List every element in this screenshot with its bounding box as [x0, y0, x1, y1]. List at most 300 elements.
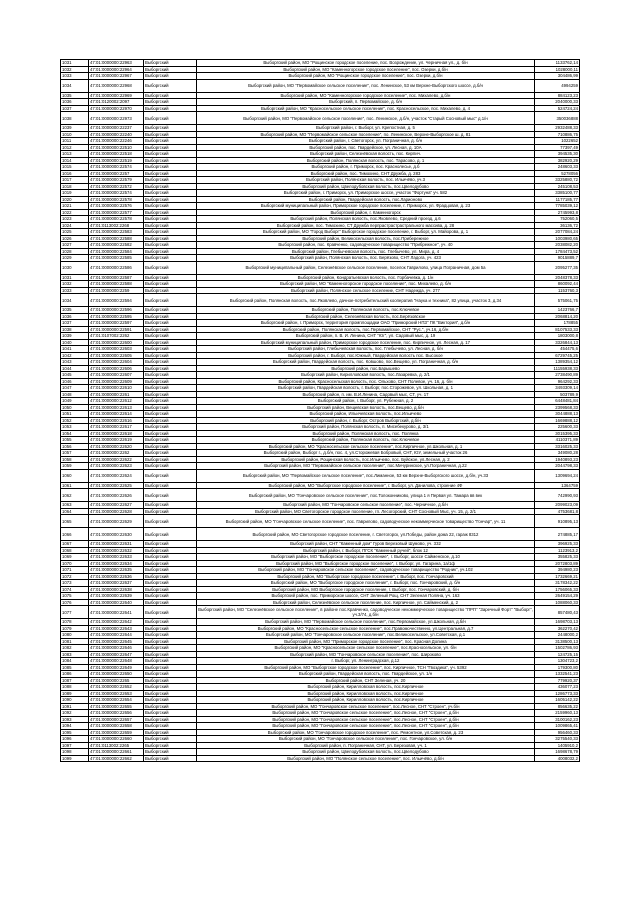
cadastral-number-cell: 47:01:0000000:22660 [89, 736, 144, 743]
address-cell: Выборгский район, МО Светогорское городское поселение, гп. Лесогорский, СНТ Сосновый Мыс, уч. 15, д. 2/1 [197, 508, 535, 515]
row-number-cell: 1092 [61, 710, 89, 717]
district-cell: Выборгский [144, 411, 197, 418]
address-cell: Выборгский район, СНТ Зеленая, уч. 20 [197, 677, 535, 684]
table-row [61, 79, 580, 92]
cadastral-number-cell: 47:01:0000000:22587 [89, 274, 144, 281]
district-cell: Выборгский [144, 112, 197, 125]
row-number-cell: 1012 [61, 144, 89, 151]
district-cell: Выборгский [144, 573, 197, 580]
cadastral-number-cell: 47:01:0000000:22583 [89, 229, 144, 236]
district-cell: Выборгский [144, 346, 197, 353]
row-number-cell: 1062 [61, 489, 89, 502]
row-number-cell: 1028 [61, 248, 89, 255]
value-cell: 248603,33 [535, 164, 580, 171]
cadastral-number-cell: 47:01:0000000:22591 [89, 326, 144, 333]
address-cell: Выборгский район, Селезнёвское сельское поселение, пос. Кирпичное, ул. Сайменский, д. 2 [197, 599, 535, 606]
district-cell: Выборгский [144, 216, 197, 223]
address-cell: Выборгский район, Полянское сельское поселение, СНТ Надежда, уч. 277 [197, 287, 535, 294]
address-cell: Выборгский район, Гвардейская волость, пос. Ковшово, пос.Вещево, ул. Пограничная, д. б/н [197, 359, 535, 366]
value-cell: 3275540,33 [535, 736, 580, 743]
address-cell: Выборгский район, г. Приморск, территория промплощадки ОАО "Приморский НПЗ" ПК "Виктория", д.б/н [197, 320, 535, 327]
row-number-cell: 1051 [61, 411, 89, 418]
value-cell: 1332541,23 [535, 671, 580, 678]
value-cell: 1304723,2 [535, 658, 580, 665]
address-cell: Выборгский район, Красносельская волость, пос. Ольхово, СНТ Полевое, уч. 16, д. б/н [197, 378, 535, 385]
district-cell: Выборгский [144, 502, 197, 509]
address-cell: Выборгский район, МО "Первомайское сельское поселение", пос.Мичуринское, ул.Пограничная, д.22 [197, 463, 535, 470]
value-cell: 396925,33 [535, 541, 580, 548]
row-number-cell: 1069 [61, 554, 89, 561]
table-row [61, 261, 580, 274]
address-cell: Выборгский район, МО "Первомайское сельское поселение", пос. Ленинское, д.б/н, участок "Старый Сосновый мыс" д.1/н [197, 112, 535, 125]
address-cell: Выборгский район, Полянская волость, пос. Ильичёво, уч.3 [197, 177, 535, 184]
district-cell: Выборгский [144, 710, 197, 717]
district-cell: Выборгский [144, 443, 197, 450]
district-cell: Выборгский [144, 209, 197, 216]
cadastral-number-cell: 47:01:0000000:22594 [89, 294, 144, 307]
district-cell: Выборгский [144, 489, 197, 502]
value-cell: 884123,23 [535, 92, 580, 99]
district-cell: Выборгский [144, 541, 197, 548]
row-number-cell: 1019 [61, 190, 89, 197]
row-number-cell: 1040 [61, 339, 89, 346]
row-number-cell: 1011 [61, 138, 89, 145]
value-cell: 454475,6 [535, 346, 580, 353]
row-number-cell: 1036 [61, 313, 89, 320]
row-number-cell: 1018 [61, 183, 89, 190]
value-cell: 856635,22 [535, 703, 580, 710]
address-cell: Выборгский район, Вещевская волость, пос.Вещево, д.б/н [197, 404, 535, 411]
cadastral-number-cell: 47:01:0000000:22609 [89, 378, 144, 385]
value-cell: 3385100,77 [535, 190, 580, 197]
row-number-cell: 1074 [61, 586, 89, 593]
row-number-cell: 1089 [61, 690, 89, 697]
district-cell: Выборгский [144, 755, 197, 762]
address-cell: Выборгский муниципальный район, Приморское городское поселение, пос. Кирпичное, ул. Лесная, д. 17 [197, 339, 535, 346]
cadastral-number-cell: 47:01:0000000:22595 [89, 313, 144, 320]
district-cell: Выборгский [144, 307, 197, 314]
value-cell: 2095277,35 [535, 261, 580, 274]
value-cell: 956460,33 [535, 729, 580, 736]
district-cell: Выборгский [144, 203, 197, 210]
value-cell: 1405910,2 [535, 742, 580, 749]
cadastral-number-cell: 47:01:0000000:22636 [89, 573, 144, 580]
value-cell: 4110371,89 [535, 437, 580, 444]
value-cell: 7785039,12 [535, 203, 580, 210]
cadastral-number-cell: 47:01:0000000:22577 [89, 209, 144, 216]
row-number-cell: 1033 [61, 287, 89, 294]
value-cell: 3493309,14 [535, 385, 580, 392]
value-cell: 2649154,29 [535, 593, 580, 600]
value-cell: 503789,9 [535, 391, 580, 398]
district-cell: Выборгский [144, 157, 197, 164]
row-number-cell: 1081 [61, 638, 89, 645]
value-cell: 1803000,8 [535, 333, 580, 340]
value-cell: 1133762,14 [535, 60, 580, 67]
value-cell: 1009865,41 [535, 723, 580, 730]
address-cell: Выборгский муниципальный район, Селезнёвское сельское поселение, поселок Гаврилово, улица Пограничная, дом 5а [197, 261, 535, 274]
address-cell: Выборгский район, г. Выборг, ПГСК "Каменный ручей", блок 12 [197, 547, 535, 554]
address-cell: Выборгский район, г. Приморск, пос. Краснолесье, д.б [197, 164, 535, 171]
value-cell: 2038082,20 [535, 242, 580, 249]
district-cell: Выборгский [144, 365, 197, 372]
cadastral-number-cell: 47:01:0000000:22631 [89, 541, 144, 548]
district-cell: Выборгский [144, 424, 197, 431]
district-cell: Выборгский [144, 599, 197, 606]
cadastral-number-cell: 47:01:0000000:22584 [89, 248, 144, 255]
cadastral-number-cell: 47:01:0000000:22973 [89, 112, 144, 125]
value-cell: 274885,17 [535, 528, 580, 541]
cadastral-number-cell: 47:01:0000000:22967 [89, 73, 144, 80]
address-cell: Выборгский район, п. Пограничная, СНТ, ул. Березовая, уч. 1 [197, 742, 535, 749]
value-cell: 1028000,11 [535, 66, 580, 73]
cadastral-number-cell: 47:01:0000000:2261 [89, 391, 144, 398]
row-number-cell: 1042 [61, 352, 89, 359]
district-cell: Выборгский [144, 560, 197, 567]
cadastral-number-cell: 47:01:0000000:2257 [89, 170, 144, 177]
row-number-cell: 1024 [61, 222, 89, 229]
row-number-cell: 1043 [61, 359, 89, 366]
cadastral-number-cell: 47:01:0000000:22622 [89, 456, 144, 463]
cadastral-number-cell: 47:01:0000000:22661 [89, 749, 144, 756]
district-cell: Выборгский [144, 677, 197, 684]
district-cell: Выборгский [144, 651, 197, 658]
district-cell: Выборгский [144, 222, 197, 229]
register-table [60, 59, 580, 762]
address-cell: Выборгский район, Глебычевская волость, пос. Глебычево, ул. Мира, д. 4 [197, 248, 535, 255]
address-cell: Выборгский район, Цвелодубовская волость, пос.Цвелодубово [197, 183, 535, 190]
cadastral-number-cell: 47:01:0000000:22246 [89, 138, 144, 145]
value-cell: 2072803,89 [535, 560, 580, 567]
address-cell: Выборгский район, Полянская волость, пос. Берёзово, СНТ Ладога, уч. 423 [197, 255, 535, 262]
row-number-cell: 1053 [61, 424, 89, 431]
district-cell: Выборгский [144, 125, 197, 132]
row-number-cell: 1029 [61, 255, 89, 262]
address-cell: Выборгский район, МО "Гончаровское сельское поселение", пос.Толоконниково, улица 1 я Первая ул. Тамара вв век [197, 489, 535, 502]
district-cell: Выборгский [144, 684, 197, 691]
row-number-cell: 1073 [61, 580, 89, 587]
value-cell: 6729745,25 [535, 352, 580, 359]
row-number-cell: 1075 [61, 593, 89, 600]
cadastral-number-cell: 47:01:0000000:22656 [89, 710, 144, 717]
cadastral-number-cell: 47:01:0120002:2097 [89, 99, 144, 106]
cadastral-number-cell: 47:01:0000000:22588 [89, 235, 144, 242]
district-cell: Выборгский [144, 105, 197, 112]
cadastral-number-cell: 47:01:0000000:22625 [89, 482, 144, 489]
value-cell: 1502786,93 [535, 645, 580, 652]
cadastral-number-cell: 47:01:0000000:22649 [89, 664, 144, 671]
address-cell: Выборгский район, МО "Полянское сельское поселение", пос. Ильичёво, д.б/н [197, 755, 535, 762]
row-number-cell: 1044 [61, 365, 89, 372]
address-cell: Выборгский район, СНТ "Каменный дом" Гуров Березовый Шумово, уч. 332 [197, 541, 535, 548]
district-cell: Выборгский [144, 723, 197, 730]
row-number-cell: 1022 [61, 209, 89, 216]
district-cell: Выборгский [144, 378, 197, 385]
cadastral-number-cell: 47:01:0000000:22605 [89, 352, 144, 359]
district-cell: Выборгский [144, 248, 197, 255]
cadastral-number-cell: 47:01:0000000:22617 [89, 424, 144, 431]
address-cell: Выборгский район, МО "Гончаровское сельское поселение", пос. Широково [197, 651, 535, 658]
address-cell: Выборгский район, г. Приморск, ул. Приморское шоссе, участок "Фортуна" уч. 582 [197, 190, 535, 197]
value-cell: 1123913,2 [535, 547, 580, 554]
district-cell: Выборгский [144, 463, 197, 470]
row-number-cell: 1030 [61, 261, 89, 274]
value-cell: 4753681,8 [535, 508, 580, 515]
address-cell: Выборгский район, МО "Селезнёвское сельское поселение", в районе пос.Кравченко, садоводческое некоммерческое товарищество "ПРП" "Заречный Форт" "Выборг", уч.3/74, д.б/н [198, 607, 533, 617]
address-cell: Выборгский район, МО "Первомайское сельское поселение", пос.Лиманное, 53 км Верхне-Выборгского шоссе, д.б/н, уч.33 [197, 469, 535, 482]
address-cell: Выборгский район, пос. Приморское шоссе, СНТ Зеленый Рощ, СНТ Зеленая Поляна, уч. 163 [197, 593, 535, 600]
district-cell: Выборгский [144, 144, 197, 151]
row-number-cell: 1031 [61, 60, 89, 67]
row-number-cell: 1016 [61, 170, 89, 177]
row-number-cell: 1072 [61, 573, 89, 580]
cadastral-number-cell: 47:01:0000000:22623 [89, 463, 144, 470]
cadastral-number-cell: 47:01:0000000:22519 [89, 157, 144, 164]
address-cell: Выборгский район, Полянская волость, пос.Яковлево, дачное-потребительский кооператив "Наука и техника", 82 улица, участок 3, д.34 [197, 294, 535, 307]
district-cell: Выборгский [144, 632, 197, 639]
value-cell: 77397,49 [535, 144, 580, 151]
district-cell: Выборгский [144, 619, 197, 626]
address-cell: Выборгский район, МО "Выборгское городское поселение", г. Выборг, ул. Данилова, строение 4Ф [197, 482, 535, 489]
cadastral-number-cell: 47:01:0000000:22648 [89, 658, 144, 665]
address-cell: Выборгский район, МО "Первомайское сельское поселение", по. Ленинское, Верхне-Выборгское ш. д. 81 [197, 131, 535, 138]
address-cell: Выборгский район, Гвардейская волость, пос.Ларионово [197, 196, 535, 203]
value-cell: 394535,30 [535, 151, 580, 158]
district-cell: Выборгский [144, 294, 197, 307]
cadastral-number-cell: 47:01:0000000:22645 [89, 638, 144, 645]
row-number-cell: 1086 [61, 671, 89, 678]
district-cell: Выборгский [144, 287, 197, 294]
cadastral-number-cell: 47:01:0000000:22624 [89, 469, 144, 482]
address-cell: Выборгский район, пос. Тимохино, СТ Дружба перпрастрастрастрального массива, д. 28 [197, 222, 535, 229]
district-cell: Выборгский [144, 170, 197, 177]
district-cell: Выборгский [144, 606, 197, 619]
value-cell: 2159960,13 [535, 710, 580, 717]
cadastral-number-cell: 47:01:0113002:2268 [89, 222, 144, 229]
row-number-cell: 1085 [61, 664, 89, 671]
cadastral-number-cell: 47:01:0000000:22606 [89, 365, 144, 372]
row-number-cell: 1059 [61, 463, 89, 470]
address-cell: Выборгский район, г. Выборг, ул. Рубежная, д. 2 [197, 398, 535, 405]
row-number-cell: 1027 [61, 242, 89, 249]
value-cell: 2099023,09 [535, 502, 580, 509]
address-cell: Выборгский район, Полянская волость, пос. Тарасово, д. 1 [197, 157, 535, 164]
value-cell: 910895,13 [535, 515, 580, 528]
cadastral-number-cell: 47:01:0000000:22970 [89, 105, 144, 112]
value-cell: 3044888,13 [535, 411, 580, 418]
row-number-cell: 1033 [61, 73, 89, 80]
row-number-cell: 1052 [61, 417, 89, 424]
row-number-cell: 1046 [61, 378, 89, 385]
row-number-cell: 1050 [61, 404, 89, 411]
cadastral-number-cell: 47:01:0000000:22613 [89, 404, 144, 411]
district-cell: Выборгский [144, 716, 197, 723]
row-number-cell: 1063 [61, 502, 89, 509]
address-cell: Выборгский район, МО "Красносельское сельское поселение", пос. Красносельское, пос. Михалево, д. 4 [197, 105, 535, 112]
cadastral-number-cell: 47:01:0000000:22662 [89, 755, 144, 762]
address-cell: Выборгский район, Кирилловская волость, пос.Кирпичное [197, 697, 535, 704]
address-cell: Выборгский район, МО "Красносельское сельское поселение", пос.Красносельское, ул. б/н [197, 645, 535, 652]
district-cell: Выборгский [144, 580, 197, 587]
address-cell: Выборгский район, Полянская волость, пос. Полянка [197, 430, 535, 437]
row-number-cell: 1071 [61, 567, 89, 574]
cadastral-number-cell: 47:01:0000000:22643 [89, 625, 144, 632]
value-cell: 857480,43 [535, 606, 580, 619]
row-number-cell: 1015 [61, 164, 89, 171]
cadastral-number-cell: 47:01:0000000:22585 [89, 255, 144, 262]
district-cell: Выборгский [144, 586, 197, 593]
value-cell: 8107533,33 [535, 326, 580, 333]
address-cell: Выборгский район, Кирилловская волость, пос.Лазаревка, д. 2/1 [197, 372, 535, 379]
value-cell: 349080,28 [535, 450, 580, 457]
address-cell: Выборгский район, Полянская волость, п. Мисебекурово, д. 3/1 [197, 424, 535, 431]
cadastral-number-cell: 47:01:0000000:22618 [89, 430, 144, 437]
row-number-cell: 1021 [61, 203, 89, 210]
district-cell: Выборгский [144, 736, 197, 743]
cadastral-number-cell: 47:01:0000000:22604 [89, 359, 144, 366]
address-cell: Выборгский район, Выборг г., д.б/н, пос. 4, ул.Сторожевая Бобровый, СНТ, ЮУ, земельный участок 26 [197, 450, 535, 457]
cadastral-number-cell: 47:01:0000000:22600 [89, 339, 144, 346]
address-cell: Выборгский район, п. им. В.И.Ленина, Садовый мыс, СТ, уч. 17 [197, 391, 535, 398]
row-number-cell: 1080 [61, 632, 89, 639]
district-cell: Выборгский [144, 508, 197, 515]
row-number-cell: 1032 [61, 66, 89, 73]
row-number-cell: 1049 [61, 398, 89, 405]
address-cell: Выборгский район, МО "Гончаровское сельское поселение", пос. Гаврилово, садоводческое некоммерческое товарищество "Гончар", уч. 11 [197, 515, 535, 528]
value-cell: 710886,75 [535, 131, 580, 138]
district-cell: Выборгский [144, 138, 197, 145]
value-cell: 2932488,33 [535, 125, 580, 132]
address-cell: Выборгский район, МО "Каменногорское городское поселение", пос. Михалево, д.б/н [197, 92, 535, 99]
row-number-cell: 1034 [61, 294, 89, 307]
district-cell: Выборгский [144, 417, 197, 424]
district-cell: Выборгский [144, 482, 197, 489]
row-number-cell: 1090 [61, 697, 89, 704]
row-number-cell: 1038 [61, 112, 89, 125]
district-cell: Выборгский [144, 703, 197, 710]
value-cell: 3015395,33 [535, 430, 580, 437]
district-cell: Выборгский [144, 515, 197, 528]
cadastral-number-cell: 47:01:0000000:22964 [89, 66, 144, 73]
district-cell: Выборгский [144, 333, 197, 340]
cadastral-number-cell: 47:01:0000000:22647 [89, 651, 144, 658]
address-cell: Выборгский район, МО "Выборгское городское поселение", г. Выборг, пос. Гончаровский, д. б/н [197, 580, 535, 587]
district-cell: Выборгский [144, 469, 197, 482]
row-number-cell: 1038 [61, 326, 89, 333]
cadastral-number-cell: 47:01:0000000:22627 [89, 502, 144, 509]
row-number-cell: 1025 [61, 229, 89, 236]
value-cell: 1389354,12 [535, 359, 580, 366]
value-cell: 1756065,33 [535, 586, 580, 593]
cadastral-number-cell: 47:01:0000000:22240 [89, 131, 144, 138]
address-cell: Выборгский район, МО "Гончаровское сельское поселение", пос.Лесное, СНТ "Строен", д.б/н [197, 716, 535, 723]
value-cell: 1177185,77 [535, 196, 580, 203]
value-cell: 860092,44 [535, 281, 580, 288]
value-cell: 9015889,7 [535, 255, 580, 262]
row-number-cell: 1096 [61, 736, 89, 743]
value-cell: 752060,5 [535, 216, 580, 223]
value-cell: 742990,93 [535, 489, 580, 502]
district-cell: Выборгский [144, 554, 197, 561]
value-cell: 2044798,33 [535, 463, 580, 470]
cadastral-number-cell: 47:01:0000000:22653 [89, 690, 144, 697]
row-number-cell: 1026 [61, 235, 89, 242]
district-cell: Выборгский [144, 326, 197, 333]
address-cell: Выборгский район, г. Светогорск, ул. Пограничная, д. б/н [197, 138, 535, 145]
cadastral-number-cell: 47:01:0000000:22639 [89, 593, 144, 600]
cadastral-number-cell: 47:01:0113002:2265 [89, 742, 144, 749]
cadastral-number-cell: 47:01:0000000:22579 [89, 177, 144, 184]
value-cell: 11155938,33 [535, 365, 580, 372]
district-cell: Выборгский [144, 339, 197, 346]
table-row [61, 755, 580, 762]
district-cell: Выборгский [144, 151, 197, 158]
row-number-cell: 1064 [61, 508, 89, 515]
value-cell: 362270,42 [535, 625, 580, 632]
address-cell: Выборгский район, Селезнёвская волость, пос. Кирпич. [197, 151, 535, 158]
row-number-cell: 1076 [61, 599, 89, 606]
cadastral-number-cell: 47:01:0000000:22619 [89, 437, 144, 444]
district-cell: Выборгский [144, 274, 197, 281]
value-cell: 124725,15 [535, 651, 580, 658]
value-cell: 179300,80 [535, 664, 580, 671]
row-number-cell: 1057 [61, 450, 89, 457]
address-cell: Выборгский район, п. В. И. Ленина, СНТ "Юг", ул. Садовый мыс, д. 19 [197, 333, 535, 340]
district-cell: Выборгский [144, 164, 197, 171]
table-row [61, 606, 580, 619]
cadastral-number-cell: 47:01:0000000:22616 [89, 417, 144, 424]
district-cell: Выборгский [144, 196, 197, 203]
row-number-cell: 1035 [61, 92, 89, 99]
cadastral-number-cell: 47:01:0000000:22969 [89, 92, 144, 99]
row-number-cell: 1094 [61, 723, 89, 730]
district-cell: Выборгский [144, 404, 197, 411]
row-number-cell: 1099 [61, 755, 89, 762]
district-cell: Выборгский [144, 430, 197, 437]
value-cell: 1088060,33 [535, 599, 580, 606]
district-cell: Выборгский [144, 664, 197, 671]
cadastral-number-cell: 47:01:0000000:22603 [89, 346, 144, 353]
address-cell: Выборгский район, Гвардейская волость, г. Выборг, пос.Сторожевое, ул. Школьная, д. 1 [197, 385, 535, 392]
row-number-cell: 1077 [61, 606, 89, 619]
district-cell: Выборгский [144, 625, 197, 632]
district-cell: Выборгский [144, 567, 197, 574]
row-number-cell: 1045 [61, 372, 89, 379]
district-cell: Выборгский [144, 547, 197, 554]
address-cell: Выборгский район, МО "Гончаровское сельское поселение", садоводческое товарищество "Родник", уч.102 [197, 567, 535, 574]
cadastral-number-cell: 47:01:0000000:22596 [89, 307, 144, 314]
cadastral-number-cell: 47:01:0000000:22578 [89, 216, 144, 223]
value-cell: 225600,33 [535, 424, 580, 431]
address-cell: Выборгский район, МО "Рощинское городское поселение, пос. Возрождение, ул. Черничная ул., д. б/н [197, 60, 535, 67]
value-cell: 3316025,33 [535, 443, 580, 450]
table-row [61, 528, 580, 541]
row-number-cell: 1041 [61, 346, 89, 353]
cadastral-number-cell: 47:01:0000000:22646 [89, 645, 144, 652]
value-cell: 2448000,2 [535, 632, 580, 639]
value-cell: 1022652 [535, 138, 580, 145]
address-cell: Выборгский район, г. Выборг, пос.Южный, Гвардейская волость пос. Высокое [197, 352, 535, 359]
cadastral-number-cell: 47:01:0000000:2262 [89, 450, 144, 457]
address-cell: Выборгский муниципальный район, Приморское городское поселение, г. Приморск, ул. Фрадцовая, д. 23 [197, 203, 535, 210]
row-number-cell: 1061 [61, 482, 89, 489]
cadastral-number-cell: 47:01:0000000:22641 [89, 606, 144, 619]
value-cell: 3325880,72 [535, 177, 580, 184]
address-cell: Выборгский район, МО "Гончаровское сельское поселение", пос.Лесное, СНТ "Строен", д.б/н [197, 723, 535, 730]
cadastral-number-cell: 47:01:0000000:2265 [89, 677, 144, 684]
cadastral-number-cell: 47:01:0000000:22657 [89, 716, 144, 723]
row-number-cell: 1083 [61, 651, 89, 658]
